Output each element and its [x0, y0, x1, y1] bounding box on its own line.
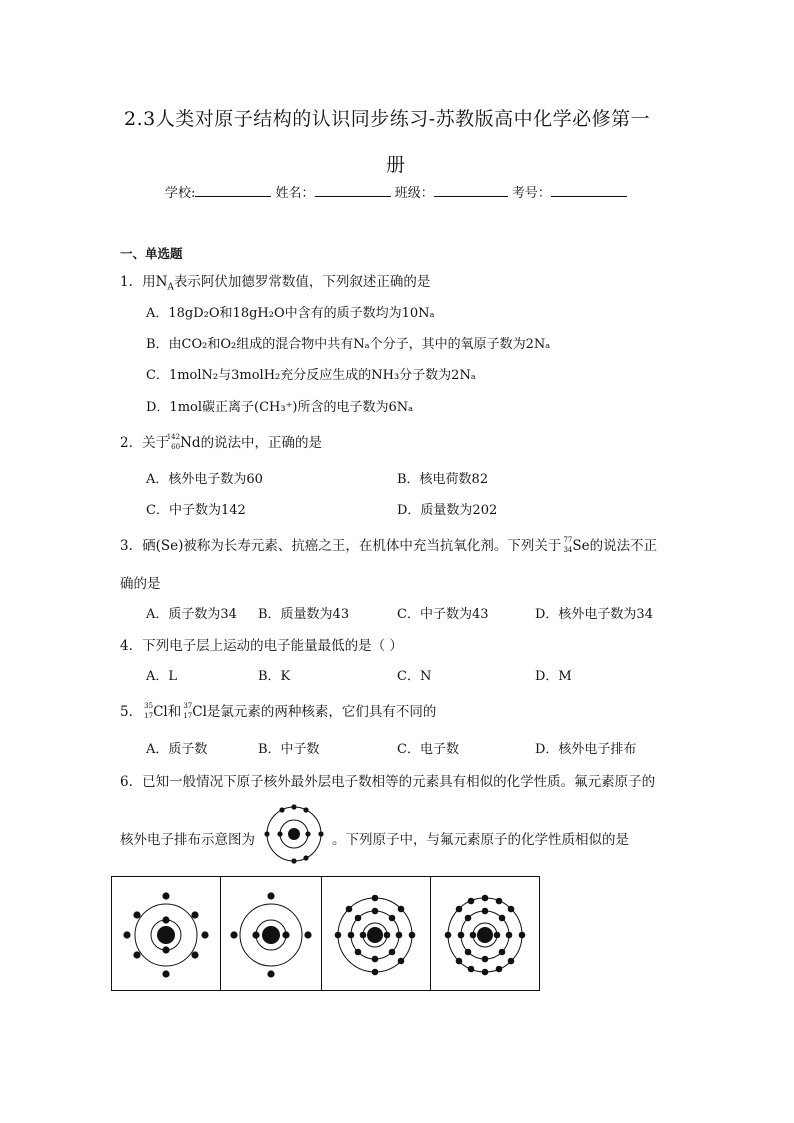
q5-option-a[interactable]: A．质子数	[146, 742, 208, 757]
exam-no-label: 考号：	[511, 186, 551, 201]
q2-atomic: 60	[171, 443, 181, 451]
page-title-line1: 2.3人类对原子结构的认识同步练习-苏教版高中化学必修第一	[124, 108, 651, 130]
q3-atomic: 34	[563, 546, 573, 554]
q6-stem-c: 。下列原子中，与氟元素原子的化学性质相似的是	[332, 832, 629, 848]
q3-stem-cont: 确的是	[120, 576, 161, 592]
name-label: 姓名：	[275, 186, 315, 201]
q3-option-a[interactable]: A．质子数为34	[146, 607, 237, 622]
q3-nuclide-scripts	[561, 536, 572, 554]
q2-option-d[interactable]: D．质量数为202	[397, 503, 498, 518]
q5-nuclide2-scripts	[181, 702, 192, 720]
q5-num: 5．	[120, 704, 143, 720]
q5-symbol1: Cl	[153, 704, 168, 720]
q4-option-a[interactable]: A．L	[146, 669, 178, 684]
q5-atomic1: 17	[144, 712, 154, 720]
q3-option-d[interactable]: D．核外电子数为34	[535, 607, 653, 622]
fluorine-atom-diagram	[258, 801, 330, 867]
q2-nuclide-scripts	[166, 433, 181, 451]
q1-option-d[interactable]: D．1mol碳正离子(CH₃⁺)所含的电子数为6Nₐ	[146, 400, 414, 415]
q3-stem	[120, 534, 657, 554]
q1-stem	[120, 270, 430, 293]
q5-option-d[interactable]: D．核外电子排布	[535, 742, 637, 757]
q3-option-b[interactable]: B．质量数为43	[258, 607, 350, 622]
q1-stem-sub: A	[167, 282, 174, 293]
q3-mass: 77	[563, 536, 573, 544]
school-label: 学校:	[165, 186, 196, 201]
q6-stem-b: 核外电子排布示意图为	[120, 832, 255, 848]
q6-option-cell-3[interactable]	[322, 877, 431, 990]
q2-stem-b: 的说法中，正确的是	[200, 435, 323, 451]
q2-stem-a: 2．关于	[120, 435, 170, 451]
q2-option-a[interactable]: A．核外电子数为60	[146, 472, 263, 487]
page-title-line2: 册	[386, 154, 406, 176]
q6-stem-line1: 6．已知一般情况下原子核外最外层电子数相等的元素具有相似的化学性质。氟元素原子的	[120, 774, 656, 790]
q5-and: 和	[167, 704, 182, 720]
q4-option-b[interactable]: B．K	[258, 669, 291, 684]
class-label: 班级：	[394, 186, 434, 201]
q5-nuclide1-scripts	[142, 702, 153, 720]
name-field[interactable]	[315, 184, 391, 197]
q6-option-cell-1[interactable]	[112, 877, 221, 990]
q1-stem-a: 1．用N	[120, 274, 168, 290]
q2-symbol: Nd	[180, 435, 201, 451]
atom-diagram-3	[322, 877, 430, 990]
atom-diagram-4	[431, 877, 539, 990]
q1-option-c[interactable]: C．1molN₂与3molH₂充分反应生成的NH₃分子数为2Nₐ	[146, 368, 476, 383]
exam-no-field[interactable]	[551, 184, 627, 197]
q2-stem	[120, 431, 322, 451]
q3-symbol: Se	[572, 538, 590, 554]
q5-symbol2: Cl	[192, 704, 207, 720]
q6-options-grid	[111, 876, 540, 991]
q4-option-c[interactable]: C．N	[397, 669, 432, 684]
q5-option-b[interactable]: B．中子数	[258, 742, 320, 757]
q6-option-cell-2[interactable]	[221, 877, 322, 990]
section-heading: 一、单选题	[120, 246, 183, 261]
q4-option-d[interactable]: D．M	[535, 669, 572, 684]
q3-option-c[interactable]: C．中子数为43	[397, 607, 489, 622]
q2-option-b[interactable]: B．核电荷数82	[397, 472, 489, 487]
q3-stem-b: 的说法不正	[589, 538, 658, 554]
school-field[interactable]	[195, 184, 271, 197]
class-field[interactable]	[434, 184, 508, 197]
q5-mass1: 35	[144, 702, 154, 710]
q5-option-c[interactable]: C．电子数	[397, 742, 459, 757]
info-line	[165, 182, 627, 201]
q1-option-a[interactable]: A．18gD₂O和18gH₂O中含有的质子数均为10Nₐ	[146, 306, 435, 321]
q5-mass2: 37	[183, 702, 193, 710]
q2-mass: 142	[166, 433, 181, 441]
q5-stem	[120, 700, 436, 720]
q1-option-b[interactable]: B．由CO₂和O₂组成的混合物中共有Nₐ个分子，其中的氧原子数为2Nₐ	[146, 337, 551, 352]
q3-stem-a: 3．硒(Se)被称为长寿元素、抗癌之王，在机体中充当抗氧化剂。下列关于	[120, 538, 562, 554]
q4-stem: 4．下列电子层上运动的电子能量最低的是（ ）	[120, 638, 403, 654]
atom-diagram-1	[112, 877, 220, 990]
q5-atomic2: 17	[183, 712, 193, 720]
q2-option-c[interactable]: C．中子数为142	[146, 503, 246, 518]
q6-option-cell-4[interactable]	[431, 877, 539, 990]
atom-diagram-2	[221, 877, 321, 990]
q5-stem-b: 是氯元素的两种核素，它们具有不同的	[206, 704, 437, 720]
q1-stem-b: 表示阿伏加德罗常数值，下列叙述正确的是	[173, 274, 431, 290]
